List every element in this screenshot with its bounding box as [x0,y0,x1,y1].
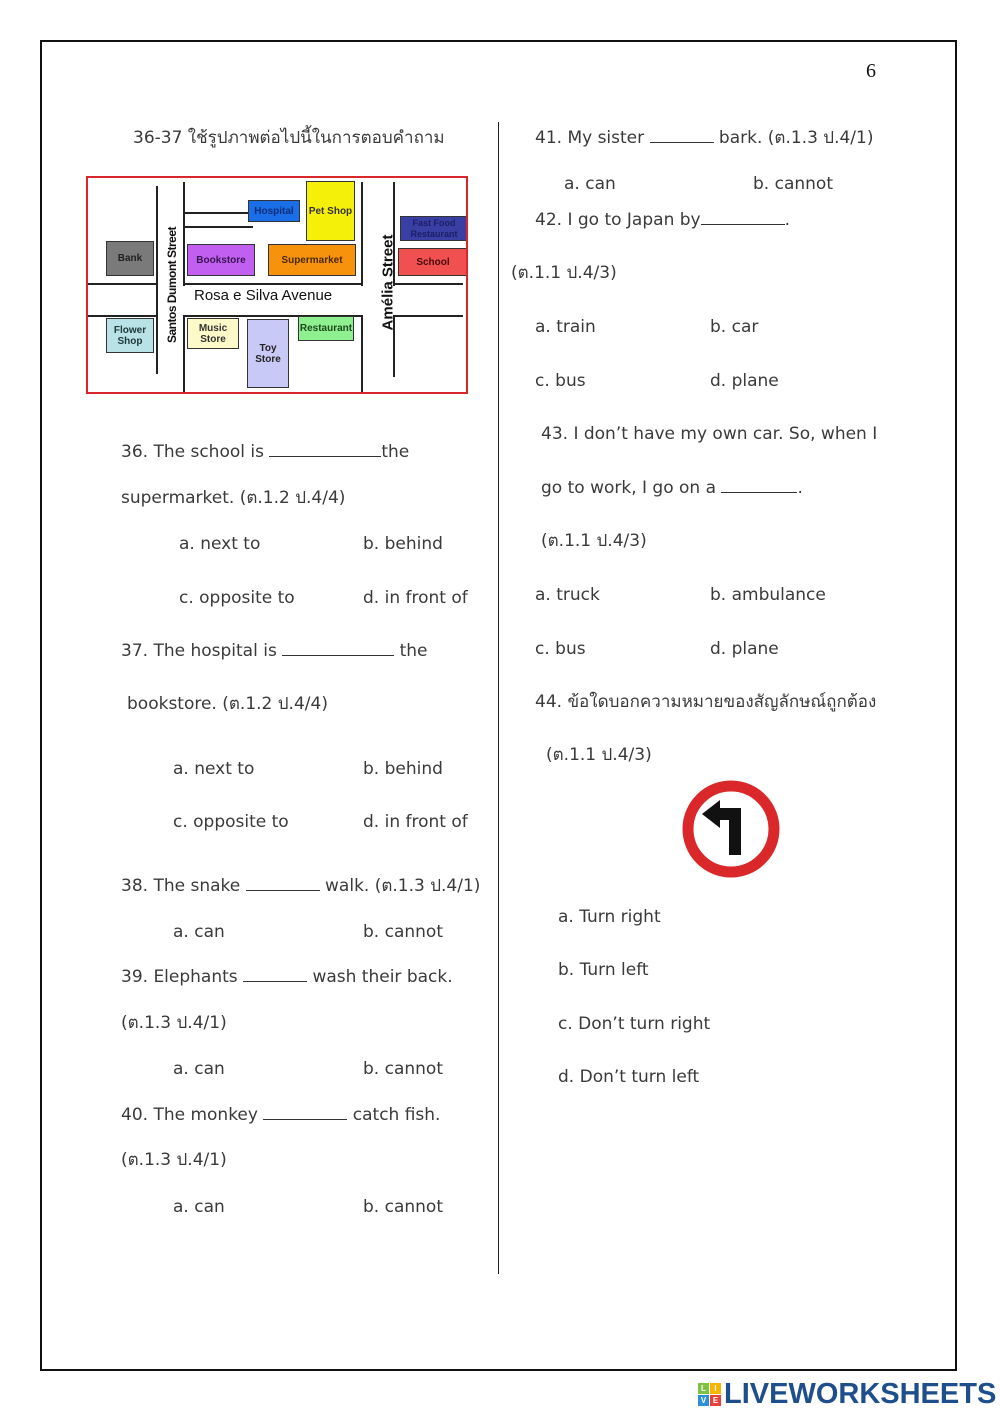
flower-shop-label-1: Flower [113,324,147,336]
q38-option-b[interactable]: b. cannot [363,922,443,942]
q44-option-a[interactable]: a. Turn right [558,907,661,927]
amelia-street-label: Amélia Street [379,234,397,331]
q36-option-b[interactable]: b. behind [363,534,443,554]
question-42-line-2: (ต.1.1 ป.4/3) [511,263,617,283]
q42-option-b[interactable]: b. car [710,317,759,337]
avenue-label: Rosa e Silva Avenue [194,287,333,304]
toy-store-building [247,319,289,388]
q37-answer-blank[interactable] [282,641,394,656]
street-map [86,176,468,394]
road-line [183,226,253,228]
question-41 [535,128,874,148]
q42-option-d[interactable]: d. plane [710,371,779,391]
q37-text-pre: 37. The hospital is [121,641,283,661]
hospital-building: Hospital [248,200,300,222]
pet-shop-building: Pet Shop [306,181,355,241]
q40-option-b[interactable]: b. cannot [363,1197,443,1217]
q41-text-pre: 41. My sister [535,128,650,148]
road-line [361,182,363,286]
road-line [183,212,253,214]
logo-letter-v: V [698,1395,709,1406]
music-store-label-1: Music [198,322,228,334]
q36-option-d[interactable]: d. in front of [363,588,468,608]
q44-option-c[interactable]: c. Don’t turn right [558,1014,711,1034]
q42-text-pre: 42. I go to Japan by [535,210,701,230]
question-43-line-2 [541,478,803,498]
q43-option-c[interactable]: c. bus [535,639,586,659]
road-line [88,315,158,317]
q43-text-post: . [797,478,803,498]
bank-building: Bank [106,241,154,276]
q38-text-pre: 38. The snake [121,876,246,896]
q36-text-post: the [381,442,410,462]
logo-letter-l: L [698,1383,709,1394]
road-line [183,315,185,394]
liveworksheets-logo[interactable] [698,1378,996,1411]
toy-store-label-2: Store [255,353,281,365]
q41-option-b[interactable]: b. cannot [753,174,833,194]
q36-option-a[interactable]: a. next to [179,534,261,554]
question-39-line-2: (ต.1.3 ป.4/1) [121,1013,227,1033]
q37-option-c[interactable]: c. opposite to [173,812,289,832]
q44-option-b[interactable]: b. Turn left [558,960,649,980]
santos-dumont-street-label: Santos Dumont Street [165,226,179,343]
q40-text-post: catch fish. [347,1105,441,1125]
instruction-heading: 36-37 ใช้รูปภาพต่อไปนี้ในการตอบคำถาม [133,128,445,148]
logo-text: LIVEWORKSHEETS [724,1378,997,1410]
q37-option-a[interactable]: a. next to [173,759,255,779]
q39-option-b[interactable]: b. cannot [363,1059,443,1079]
q43-answer-blank[interactable] [721,478,797,493]
q41-answer-blank[interactable] [650,128,714,143]
q40-text-pre: 40. The monkey [121,1105,264,1125]
q42-text-post: . [784,210,790,230]
column-divider [498,122,499,1274]
q39-text-pre: 39. Elephants [121,967,244,987]
question-39-line-1 [121,967,453,987]
question-44-line-1: 44. ข้อใดบอกความหมายของสัญลักษณ์ถูกต้อง [535,692,877,712]
bookstore-building: Bookstore [187,244,255,276]
logo-icon [698,1383,721,1406]
question-43-line-3: (ต.1.1 ป.4/3) [541,531,647,551]
q38-option-a[interactable]: a. can [173,922,225,942]
q42-option-a[interactable]: a. train [535,317,596,337]
fast-food-label-2: Restaurant [410,228,458,239]
road-line [156,186,158,374]
q39-option-a[interactable]: a. can [173,1059,225,1079]
q38-text-post: walk. (ต.1.3 ป.4/1) [319,876,481,896]
q38-answer-blank[interactable] [246,876,320,891]
flower-shop-label-2: Shop [117,335,143,347]
music-store-label-2: Store [200,333,226,345]
music-store-building [187,318,239,349]
question-42-line-1 [535,210,790,230]
q37-option-b[interactable]: b. behind [363,759,443,779]
question-40-line-1 [121,1105,440,1125]
flower-shop-building [106,318,154,353]
q43-text-pre: go to work, I go on a [541,478,722,498]
question-36-line-2: supermarket. (ต.1.2 ป.4/4) [121,488,346,508]
question-36-line-1 [121,442,409,462]
q37-text-post: the [394,641,428,661]
question-44-line-2: (ต.1.1 ป.4/3) [546,745,652,765]
road-line [183,182,185,286]
logo-letter-e: E [710,1395,721,1406]
q43-option-b[interactable]: b. ambulance [710,585,826,605]
question-38 [121,876,480,896]
logo-letter-i: I [710,1383,721,1394]
road-line [361,315,363,394]
no-left-turn-sign-icon [682,780,780,878]
road-line [393,315,463,317]
question-37-line-2: bookstore. (ต.1.2 ป.4/4) [127,694,328,714]
supermarket-building: Supermarket [268,244,356,276]
q40-option-a[interactable]: a. can [173,1197,225,1217]
road-line [88,283,158,285]
q43-option-a[interactable]: a. truck [535,585,600,605]
q36-text-pre: 36. The school is [121,442,270,462]
question-37-line-1 [121,641,428,661]
road-line [393,283,463,285]
restaurant-building: Restaurant [298,316,354,341]
q42-answer-blank[interactable] [701,210,785,225]
fast-food-restaurant-building [400,216,468,241]
q44-option-d[interactable]: d. Don’t turn left [558,1067,700,1087]
q42-option-c[interactable]: c. bus [535,371,586,391]
school-building: School [398,248,468,276]
toy-store-label-1: Toy [259,342,277,354]
q36-option-c[interactable]: c. opposite to [179,588,295,608]
q40-answer-blank[interactable] [263,1105,347,1120]
q41-option-a[interactable]: a. can [564,174,616,194]
q39-answer-blank[interactable] [243,967,307,982]
road-line [183,283,363,285]
fast-food-label-1: Fast Food [412,217,456,228]
q39-text-post: wash their back. [307,967,453,987]
q43-option-d[interactable]: d. plane [710,639,779,659]
q41-text-post: bark. (ต.1.3 ป.4/1) [713,128,874,148]
question-43-line-1: 43. I don’t have my own car. So, when I [541,424,878,444]
q36-answer-blank[interactable] [269,442,381,457]
q37-option-d[interactable]: d. in front of [363,812,468,832]
page-number: 6 [866,60,876,82]
question-40-line-2: (ต.1.3 ป.4/1) [121,1150,227,1170]
